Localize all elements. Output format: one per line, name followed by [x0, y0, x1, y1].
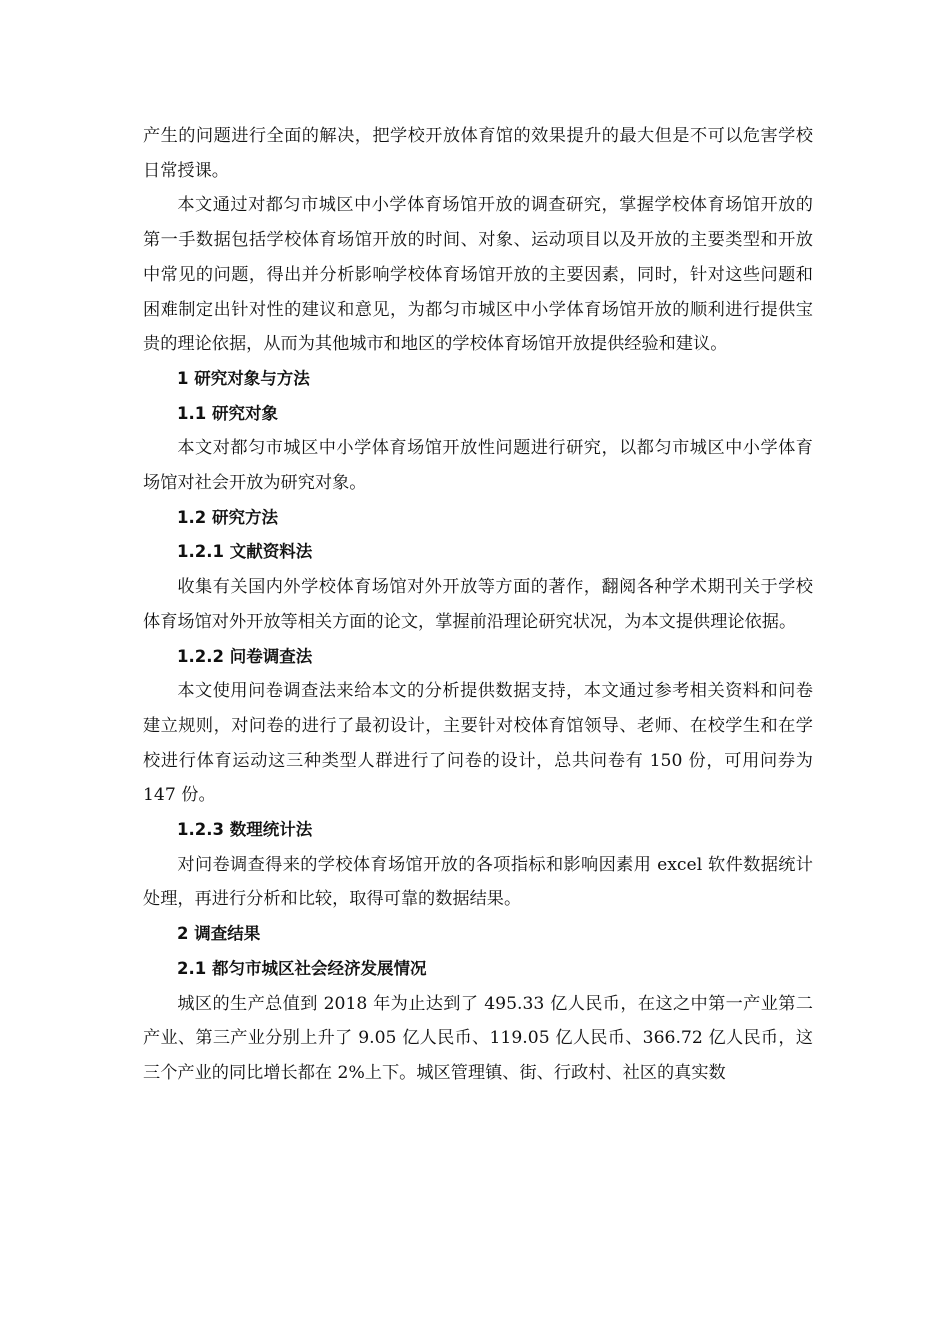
subsubsection-heading: 1.2.2 问卷调查法 [177, 646, 313, 666]
subsubsection-heading: 1.2.3 数理统计法 [177, 820, 313, 840]
document-page [143, 119, 813, 1091]
body-paragraph: 对问卷调查得来的学校体育场馆开放的各项指标和影响因素用 excel 软件数据统计处理，再进行分析和比较，取得可靠的数据结果。 [143, 854, 813, 910]
body-paragraph: 本文对都匀市城区中小学体育场馆开放性问题进行研究，以都匀市城区中小学体育场馆对社会开放为研究对象。 [143, 438, 813, 494]
subsection-heading: 2.1 都匀市城区社会经济发展情况 [177, 958, 427, 978]
subsection-heading: 1.2 研究方法 [177, 507, 278, 527]
body-paragraph: 收集有关国内外学校体育场馆对外开放等方面的著作，翻阅各种学术期刊关于学校体育场馆对外开放等相关方面的论文，掌握前沿理论研究状况，为本文提供理论依据。 [143, 577, 813, 632]
section-heading: 1 研究对象与方法 [177, 368, 310, 388]
subsection-heading: 1.1 研究对象 [177, 403, 278, 423]
subsubsection-heading: 1.2.1 文献资料法 [177, 542, 313, 562]
body-paragraph: 产生的问题进行全面的解决，把学校开放体育馆的效果提升的最大但是不可以危害学校日常授课。 [143, 126, 813, 181]
body-paragraph: 本文使用问卷调查法来给本文的分析提供数据支持，本文通过参考相关资料和问卷建立规则，对问卷的进行了最初设计，主要针对校体育馆领导、老师、在校学生和在学校进行体育运动这三种类型人群进行了问卷的设计，总共问卷有 150 份，可用问券为 147 份。 [143, 681, 813, 806]
section-heading: 2 调查结果 [177, 924, 261, 944]
body-paragraph: 城区的生产总值到 2018 年为止达到了 495.33 亿人民币，在这之中第一产业第二产业、第三产业分别上升了 9.05 亿人民币、119.05 亿人民币、366.72 亿人民币，这三个产业的同比增长都在 2%上下。城区管理镇、街、行政村、社区的真实数 [143, 993, 813, 1083]
body-paragraph: 本文通过对都匀市城区中小学体育场馆开放的调查研究，掌握学校体育场馆开放的第一手数据包括学校体育场馆开放的时间、对象、运动项目以及开放的主要类型和开放中常见的问题，得出并分析影响学校体育场馆开放的主要因素，同时，针对这些问题和困难制定出针对性的建议和意见，为都匀市城区中小学体育场馆开放的顺利进行提供宝贵的理论依据，从而为其他城市和地区的学校体育场馆开放提供经验和建议。 [143, 195, 813, 355]
